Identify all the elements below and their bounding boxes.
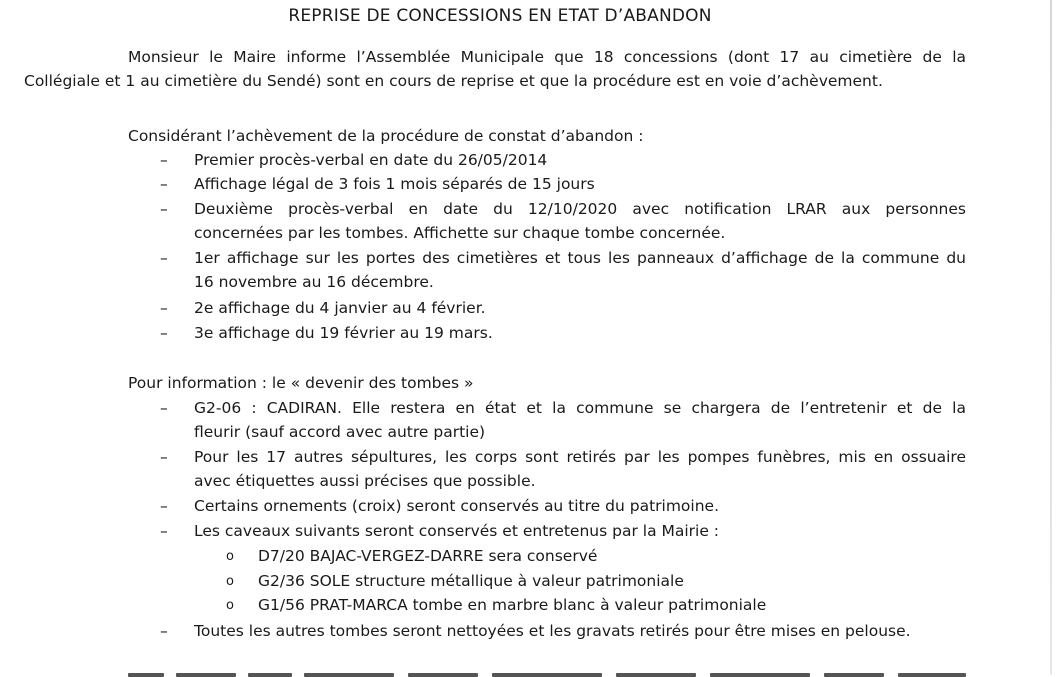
intro-line-2: Collégiale et 1 au cimetière du Sendé) sont en cours de reprise et que la procédure est en voie d’achèvement. bbox=[24, 72, 883, 90]
text-fragment bbox=[248, 673, 292, 677]
information-item-2 bbox=[194, 445, 966, 493]
text-fragment bbox=[898, 673, 966, 677]
circle-bullet: o bbox=[226, 549, 234, 564]
text-fragment bbox=[176, 673, 236, 677]
considerant-item-5: 2e affichage du 4 janvier au 4 février. bbox=[194, 299, 486, 317]
subitem-1: D7/20 BAJAC-VERGEZ-DARRE sera conservé bbox=[258, 547, 598, 565]
considerant-item-3-line-2: concernées par les tombes. Affichette sur chaque tombe concernée. bbox=[194, 224, 726, 242]
information-item-1 bbox=[194, 396, 966, 444]
dash-bullet: – bbox=[160, 522, 168, 540]
dash-bullet: – bbox=[160, 299, 168, 317]
information-item-1-line-1: G2-06 : CADIRAN. Elle restera en état et la commune se chargera de l’entretenir et de la bbox=[194, 399, 966, 417]
considerant-item-3 bbox=[194, 197, 966, 245]
considerant-item-2: Affichage légal de 3 fois 1 mois séparés de 15 jours bbox=[194, 175, 595, 193]
text-fragment bbox=[128, 673, 164, 677]
subitem-2: G2/36 SOLE structure métallique à valeur patrimoniale bbox=[258, 572, 684, 590]
information-last-item: Toutes les autres tombes seront nettoyées et les gravats retirés pour être mises en pelouse. bbox=[194, 622, 911, 640]
text-fragment bbox=[616, 673, 696, 677]
information-item-2-line-2: avec étiquettes aussi précises que possible. bbox=[194, 472, 536, 490]
dash-bullet: – bbox=[160, 399, 168, 417]
text-fragment bbox=[710, 673, 810, 677]
circle-bullet: o bbox=[226, 574, 234, 589]
considerant-item-3-line-1: Deuxième procès-verbal en date du 12/10/2020 avec notification LRAR aux personnes bbox=[194, 200, 966, 218]
considerant-item-4 bbox=[194, 246, 966, 294]
circle-bullet: o bbox=[226, 598, 234, 613]
dash-bullet: – bbox=[160, 249, 168, 267]
text-fragment bbox=[492, 673, 602, 677]
dash-bullet: – bbox=[160, 200, 168, 218]
information-item-3: Certains ornements (croix) seront conservés au titre du patrimoine. bbox=[194, 497, 720, 515]
intro-line-1: Monsieur le Maire informe l’Assemblée Municipale que 18 concessions (dont 17 au cimetière de la bbox=[128, 48, 966, 66]
page-title: REPRISE DE CONCESSIONS EN ETAT D’ABANDON bbox=[288, 6, 712, 26]
text-fragment bbox=[304, 673, 394, 677]
information-heading: Pour information : le « devenir des tombes » bbox=[128, 374, 474, 392]
dash-bullet: – bbox=[160, 324, 168, 342]
dash-bullet: – bbox=[160, 175, 168, 193]
scan-edge bbox=[1050, 0, 1052, 675]
subitem-3: G1/56 PRAT-MARCA tombe en marbre blanc à valeur patrimoniale bbox=[258, 596, 767, 614]
dash-bullet: – bbox=[160, 151, 168, 169]
considerant-heading: Considérant l’achèvement de la procédure de constat d’abandon : bbox=[128, 127, 644, 145]
text-fragment bbox=[408, 673, 478, 677]
considerant-item-1: Premier procès-verbal en date du 26/05/2014 bbox=[194, 151, 548, 169]
dash-bullet: – bbox=[160, 497, 168, 515]
considerant-item-6: 3e affichage du 19 février au 19 mars. bbox=[194, 324, 493, 342]
dash-bullet: – bbox=[160, 448, 168, 466]
information-item-4: Les caveaux suivants seront conservés et entretenus par la Mairie : bbox=[194, 522, 720, 540]
text-fragment bbox=[824, 673, 884, 677]
information-item-1-line-2: fleurir (sauf accord avec autre partie) bbox=[194, 423, 486, 441]
information-item-2-line-1: Pour les 17 autres sépultures, les corps sont retirés par les pompes funèbres, mis en ossuaire bbox=[194, 448, 966, 466]
considerant-item-4-line-2: 16 novembre au 16 décembre. bbox=[194, 273, 434, 291]
dash-bullet: – bbox=[160, 622, 168, 640]
considerant-item-4-line-1: 1er affichage sur les portes des cimetières et tous les panneaux d’affichage de la commune du bbox=[194, 249, 966, 267]
